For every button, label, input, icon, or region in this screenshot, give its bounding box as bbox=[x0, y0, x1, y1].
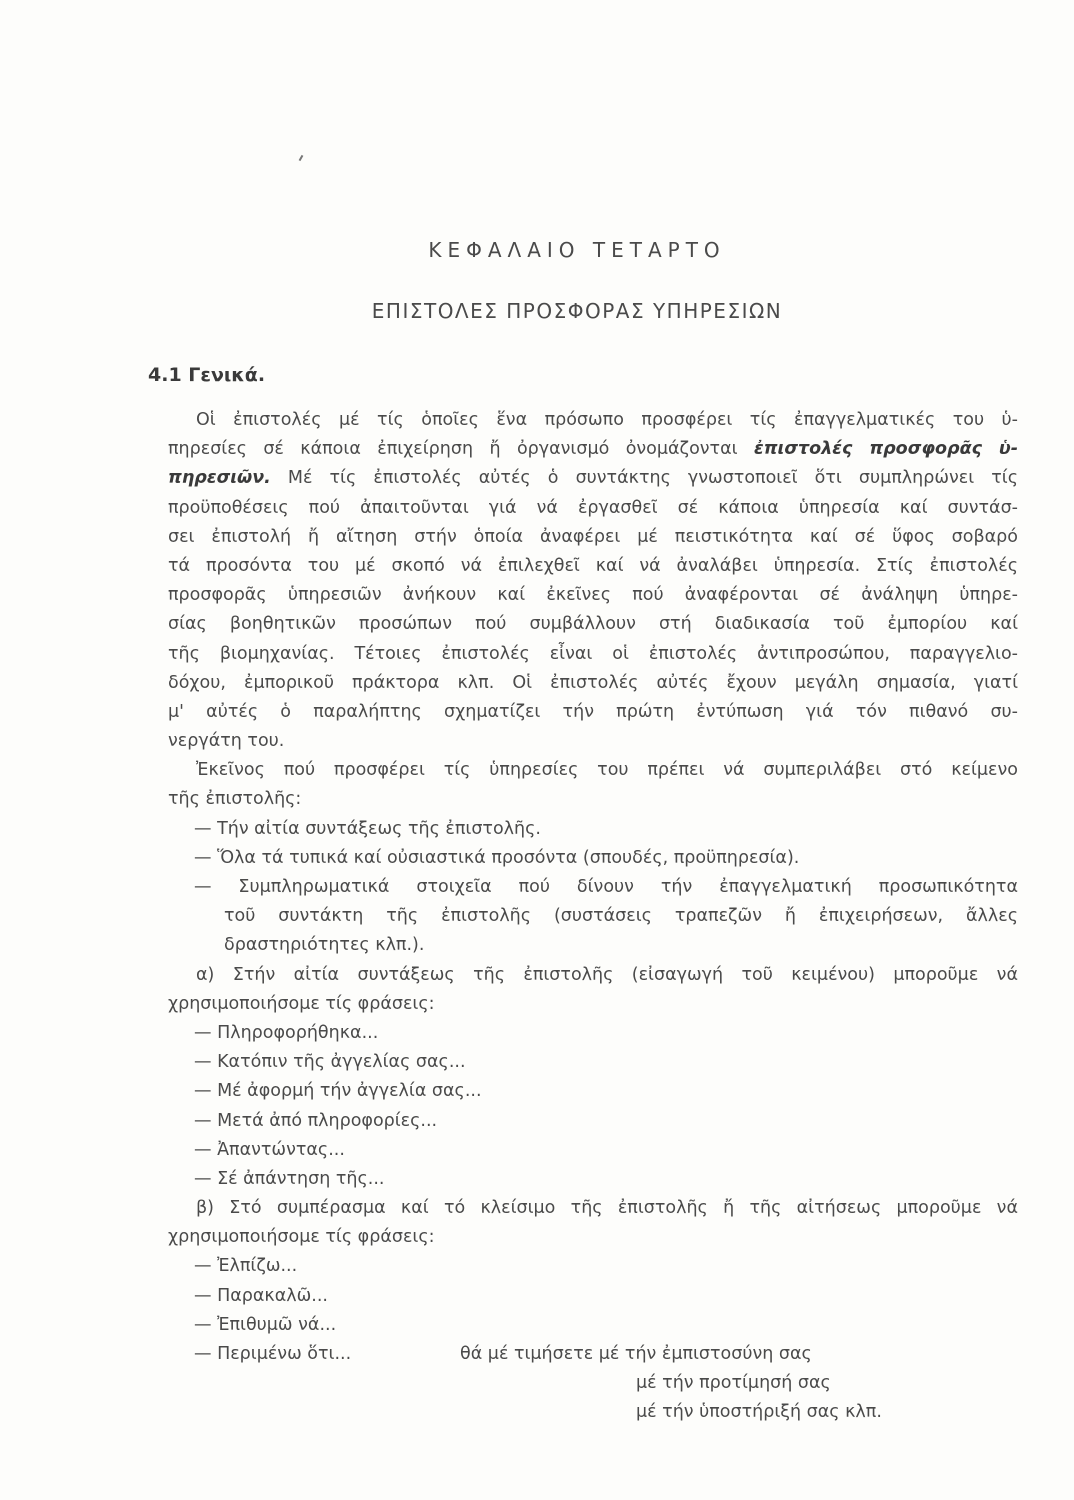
text-line bbox=[168, 464, 1018, 493]
text-line: μ' αὐτές ὁ παραλήπτης σχηματίζει τήν πρώτη ἐντύπωση γιά τόν πιθανό συ- bbox=[168, 701, 1018, 722]
list-item: — Περιμένω ὅτι... bbox=[194, 1344, 352, 1364]
body-text bbox=[168, 406, 1018, 1428]
text-line: δόχου, ἐμπορικοῦ πράκτορα κλπ. Οἱ ἐπιστολές αὐτές ἔχουν μεγάλη σημασία, γιατί bbox=[168, 672, 1018, 693]
closing-phrase: μέ τήν προτίμησή σας bbox=[636, 1373, 831, 1394]
text-span: πηρεσίες σέ κάποια ἐπιχείρηση ἤ ὀργανισμό ὀνομάζονται bbox=[168, 439, 738, 460]
list-item: — Μέ ἀφορμή τήν ἀγγελία σας... bbox=[194, 1081, 482, 1102]
text-line: προϋποθέσεις πού ἀπαιτοῦνται γιά νά ἐργασθεῖ σέ κάποια ὑπηρεσία καί συντάσ- bbox=[168, 497, 1018, 518]
chapter-title: ΕΠΙΣΤΟΛΕΣ ΠΡΟΣΦΟΡΑΣ ΥΠΗΡΕΣΙΩΝ bbox=[371, 299, 783, 323]
list-item: — Κατόπιν τῆς ἀγγελίας σας... bbox=[194, 1052, 466, 1073]
list-item: — Ὅλα τά τυπικά καί οὐσιαστικά προσόντα (σπουδές, προϋπηρεσία). bbox=[194, 847, 800, 868]
text-line: τῆς βιομηχανίας. Τέτοιες ἐπιστολές εἶναι οἱ ἐπιστολές ἀντιπροσώπου, παραγγελιο- bbox=[168, 643, 1018, 664]
list-item: — Πληροφορήθηκα... bbox=[194, 1022, 379, 1043]
text-line: Οἱ ἐπιστολές μέ τίς ὁποῖες ἕνα πρόσωπο προσφέρει τίς ἐπαγγελματικές του ὑ- bbox=[196, 410, 1018, 430]
list-item-continued: τοῦ συντάκτη τῆς ἐπιστολῆς (συστάσεις τραπεζῶν ἤ ἐπιχειρήσεων, ἄλλες bbox=[224, 906, 1018, 927]
text-line: Ἐκεῖνος πού προσφέρει τίς ὑπηρεσίες του πρέπει νά συμπεριλάβει στό κείμενο bbox=[196, 760, 1018, 781]
chapter-heading: ΚΕΦΑΛΑΙΟ ΤΕΤΑΡΤΟ bbox=[428, 238, 726, 262]
section-heading: 4.1 Γενικά. bbox=[148, 364, 266, 386]
text-line: τά προσόντα του μέ σκοπό νά ἐπιλεχθεῖ καί νά ἀναλάβει ὑπηρεσία. Στίς ἐπιστολές bbox=[168, 555, 1018, 576]
text-line: τῆς ἐπιστολῆς: bbox=[168, 789, 302, 810]
text-line: σίας βοηθητικῶν προσώπων πού συμβάλλουν στή διαδικασία τοῦ ἐμπορίου καί bbox=[168, 614, 1018, 635]
closing-line bbox=[168, 1340, 1018, 1369]
list-item: — Ἀπαντώντας... bbox=[194, 1139, 345, 1160]
list-item: — Συμπληρωματικά στοιχεῖα πού δίνουν τήν ἐπαγγελματική προσωπικότητα bbox=[194, 877, 1018, 897]
text-line: β) Στό συμπέρασμα καί τό κλείσιμο τῆς ἐπιστολῆς ἤ τῆς αἰτήσεως μποροῦμε νά bbox=[196, 1198, 1018, 1219]
list-item: — Τήν αἰτία συντάξεως τῆς ἐπιστολῆς. bbox=[194, 818, 541, 839]
emphasis-term: πηρεσιῶν. bbox=[168, 468, 271, 489]
text-span: Μέ τίς ἐπιστολές αὐτές ὁ συντάκτης γνωστοποιεῖ ὅτι συμπληρώνει τίς bbox=[270, 468, 1018, 489]
stray-mark bbox=[299, 155, 304, 161]
text-line: προσφορᾶς ὑπηρεσιῶν ἀνήκουν καί ἐκεῖνες πού ἀναφέρονται σέ ἀνάληψη ὑπηρε- bbox=[168, 585, 1018, 606]
closing-phrase: μέ τήν ὑποστήριξή σας κλπ. bbox=[636, 1402, 882, 1423]
emphasis-term: ἐπιστολές προσφορᾶς ὑ- bbox=[753, 439, 1018, 460]
list-item: — Παρακαλῶ... bbox=[194, 1285, 328, 1306]
text-line: χρησιμοποιήσομε τίς φράσεις: bbox=[168, 993, 435, 1014]
text-line: χρησιμοποιήσομε τίς φράσεις: bbox=[168, 1227, 435, 1248]
list-item-continued: δραστηριότητες κλπ.). bbox=[224, 935, 425, 956]
text-line bbox=[168, 435, 1018, 464]
list-item: — Μετά ἀπό πληροφορίες... bbox=[194, 1110, 438, 1131]
list-item: — Ἐπιθυμῶ νά... bbox=[194, 1314, 337, 1335]
list-item: — Ἐλπίζω... bbox=[194, 1256, 298, 1277]
closing-phrase: θά μέ τιμήσετε μέ τήν ἐμπιστοσύνη σας bbox=[460, 1344, 812, 1364]
text-line: νεργάτη του. bbox=[168, 731, 285, 752]
text-line: α) Στήν αἰτία συντάξεως τῆς ἐπιστολῆς (εἰσαγωγή τοῦ κειμένου) μποροῦμε νά bbox=[196, 964, 1018, 985]
text-line: σει ἐπιστολή ἤ αἴτηση στήν ὁποία ἀναφέρει μέ πειστικότητα καί σέ ὕφος σοβαρό bbox=[168, 526, 1018, 547]
list-item: — Σέ ἀπάντηση τῆς... bbox=[194, 1168, 385, 1189]
